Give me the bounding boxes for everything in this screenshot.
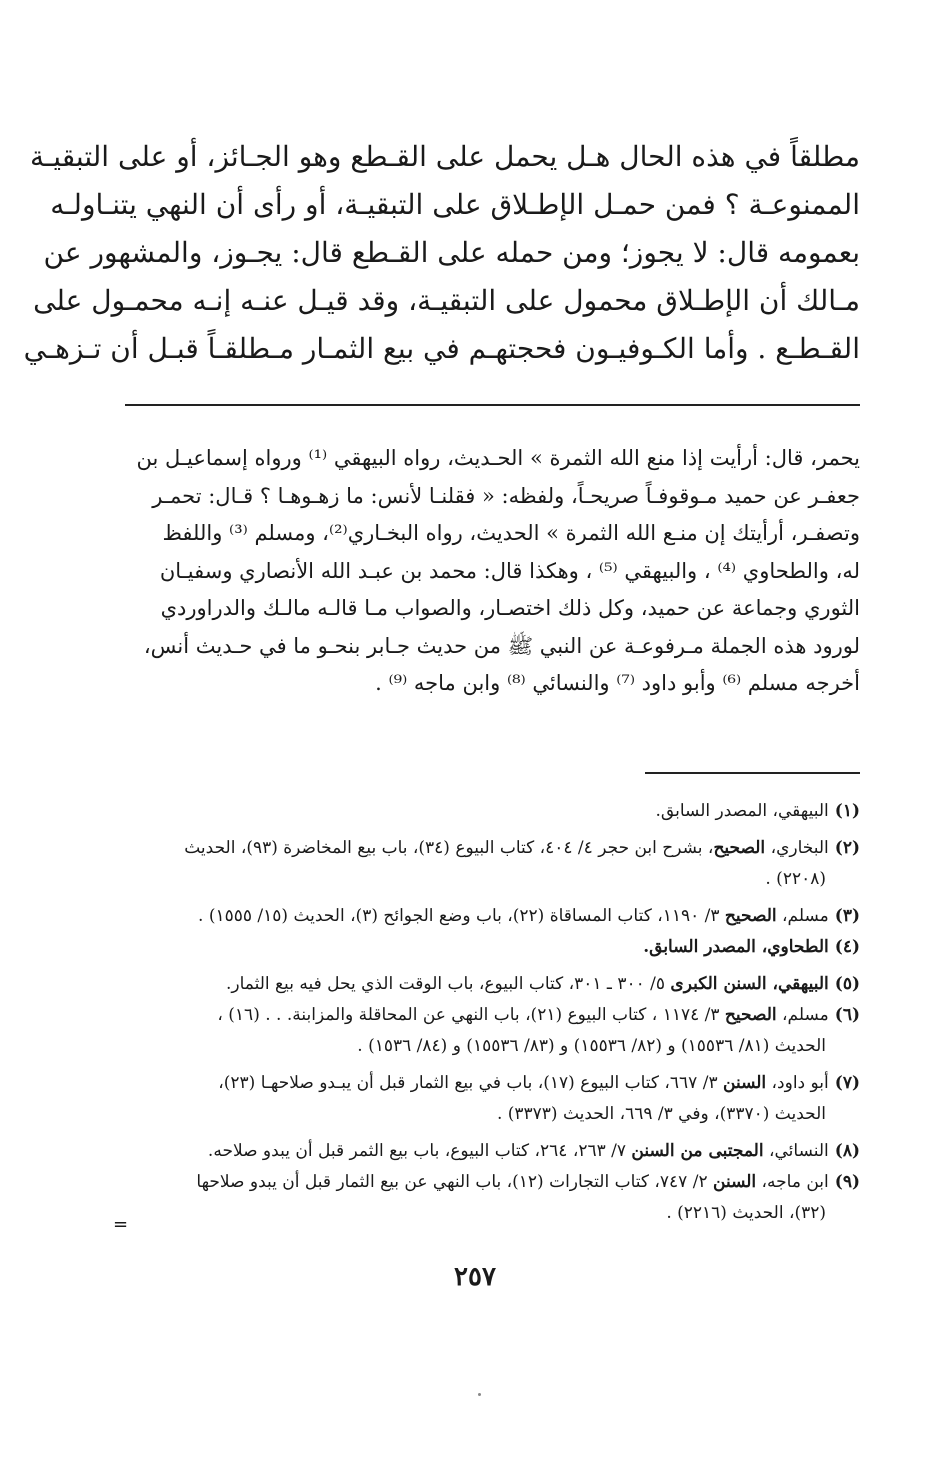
commentary-line: أخرجه مسلم ⁽⁶⁾ وأبو داود ⁽⁷⁾ والنسائي ⁽⁸⁾ وابن ماجه ⁽⁹⁾ . <box>375 671 860 695</box>
footnote-text: ٥/ ٣٠٠ ـ ٣٠١، كتاب البيوع، باب الوقت الذي يحل فيه بيع الثمار. <box>225 974 671 994</box>
footnote-item <box>125 901 860 932</box>
footnote-text: ٢/ ٧٤٧، كتاب التجارات (١٢)، باب النهي عن بيع الثمار قبل أن يبدو صلاحها <box>196 1172 714 1192</box>
footnote-number: (٦) <box>834 1005 860 1025</box>
footnote-continuation: الحديث (٣٣٧٠)، وفي ٣/ ٦٦٩، الحديث (٣٣٧٣) . <box>496 1104 826 1124</box>
footnote-number: (١) <box>834 801 860 821</box>
footnote-text: ٣/ ١١٩٠، كتاب المساقاة (٢٢)، باب وضع الجوائح (٣)، الحديث (١٥/ ١٥٥٥) . <box>198 906 725 926</box>
footnote-number: (٢) <box>834 838 860 858</box>
footnote-item <box>125 1000 860 1031</box>
footnote-text: ٣/ ٦٦٧، كتاب البيوع (١٧)، باب في بيع الثمار قبل أن يبـدو صلاحهـا (٢٣)، <box>218 1073 724 1093</box>
footnote-item <box>125 1167 860 1198</box>
footnote-number: (٥) <box>834 974 860 994</box>
footnote-text: البيهقي، المصدر السابق. <box>655 801 829 821</box>
footnote-text: السنن <box>723 1073 767 1093</box>
footnote-number: (٣) <box>834 906 860 926</box>
footnote-text: الصحيح <box>724 906 777 926</box>
footnote-item <box>125 1068 860 1099</box>
footnote-number: (٨) <box>834 1141 860 1161</box>
footnote-text: السنن <box>713 1172 757 1192</box>
footnote-text: البيهقي، السنن الكبرى <box>670 974 829 994</box>
footnote-continuation: الحديث (٨١/ ١٥٥٣٦) و (٨٢/ ١٥٥٣٦) و (٨٣/ ١٥٥٣٦) و (٨٤/ ١٥٣٦) . <box>357 1036 826 1056</box>
footnote-text: مسلم، <box>776 1005 829 1025</box>
commentary-line: الثوري وجماعة عن حميد، وكل ذلك اختصـار، والصواب مـا قالـه مالـك والدراوردي <box>160 596 860 620</box>
footnote-number: (٧) <box>834 1073 860 1093</box>
footnote-text: الطحاوي، المصدر السابق. <box>643 937 829 957</box>
footnote-number: (٤) <box>834 937 860 957</box>
main-text-divider <box>125 404 860 406</box>
footnote-text: مسلم، <box>776 906 829 926</box>
main-text-line: الممنوعـة ؟ فمن حمـل الإطـلاق على التبقيـة، أو رأى أن النهي يتنـاولـه <box>50 188 860 221</box>
footnote-item <box>125 833 860 864</box>
footnote-text: ابن ماجه، <box>756 1172 829 1192</box>
footnote-text: الصحيح <box>713 838 766 858</box>
footnote-text: أبو داود، <box>766 1073 829 1093</box>
footnote-item <box>125 796 860 827</box>
main-text-line: مـالك أن الإطـلاق محمول على التبقيـة، وقد قيـل عنـه إنـه محمـول على <box>33 284 860 317</box>
footnote-item <box>125 1136 860 1167</box>
commentary-line: له، والطحاوي ⁽⁴⁾ ، والبيهقي ⁽⁵⁾ ، وهكذا قال: محمد بن عبـد الله الأنصاري وسفيـان <box>159 558 860 583</box>
footnote-divider <box>645 772 860 774</box>
main-text-line: مطلقاً في هذه الحال هـل يحمل على القـطع وهو الجـائز، أو على التبقيـة <box>30 140 860 173</box>
commentary-line: وتصفـر، أرأيتك إن منـع الله الثمرة » الحديث، رواه البخـاري⁽²⁾، ومسلم ⁽³⁾ واللفظ <box>162 521 860 545</box>
commentary-block <box>125 440 860 703</box>
continuation-mark: = <box>113 1214 129 1235</box>
footnote-item <box>125 969 860 1000</box>
footnote-item <box>125 932 860 963</box>
scan-speck <box>478 1393 481 1396</box>
main-text-block <box>23 133 860 373</box>
footnote-text: البخاري، <box>765 838 829 858</box>
footnote-text: ٧/ ٢٦٣، ٢٦٤، كتاب البيوع، باب بيع الثمر قبل أن يبدو صلاحه. <box>207 1141 632 1161</box>
commentary-line: جعفـر عن حميد مـوقوفـاً صريحـاً، ولفظه: « فقلنـا لأنس: ما زهـوهـا ؟ قـال: تحمـر <box>152 483 860 508</box>
main-text-line: بعمومه قال: لا يجوز؛ ومن حمله على القـطع قال: يجـوز، والمشهور عن <box>43 236 860 269</box>
main-text-line: القـطـع . وأما الكـوفيـون فحجتهـم في بيع الثمـار مـطلقـاً قبـل أن تـزهـي <box>23 332 860 365</box>
footnote-continuation: (٣٢)، الحديث (٢٢١٦) . <box>666 1203 826 1223</box>
footnote-text: النسائي، <box>763 1141 829 1161</box>
footnotes-list <box>125 796 860 1229</box>
commentary-line: لورود هذه الجملة مـرفوعـة عن النبي ﷺ من حديث جـابر بنحـو ما في حـديث أنس، <box>143 633 860 658</box>
footnote-text: الصحيح <box>724 1005 777 1025</box>
footnote-text: ، بشرح ابن حجر ٤/ ٤٠٤، كتاب البيوع (٣٤)، باب بيع المخاضرة (٩٣)، الحديث <box>184 838 714 858</box>
footnote-continuation: (٢٢٠٨) . <box>765 869 826 889</box>
footnote-text: المجتبى من السنن <box>631 1141 764 1161</box>
footnote-text: ٣/ ١١٧٤ ، كتاب البيوع (٢١)، باب النهي عن المحاقلة والمزابنة. . . (١٦) ، <box>217 1005 725 1025</box>
page-number: ٢٥٧ <box>454 1262 496 1292</box>
footnote-number: (٩) <box>834 1172 860 1192</box>
commentary-line: يحمر، قال: أرأيت إذا منع الله الثمرة » الحـديث، رواه البيهقي ⁽¹⁾ ورواه إسماعيـل بن <box>136 446 860 470</box>
